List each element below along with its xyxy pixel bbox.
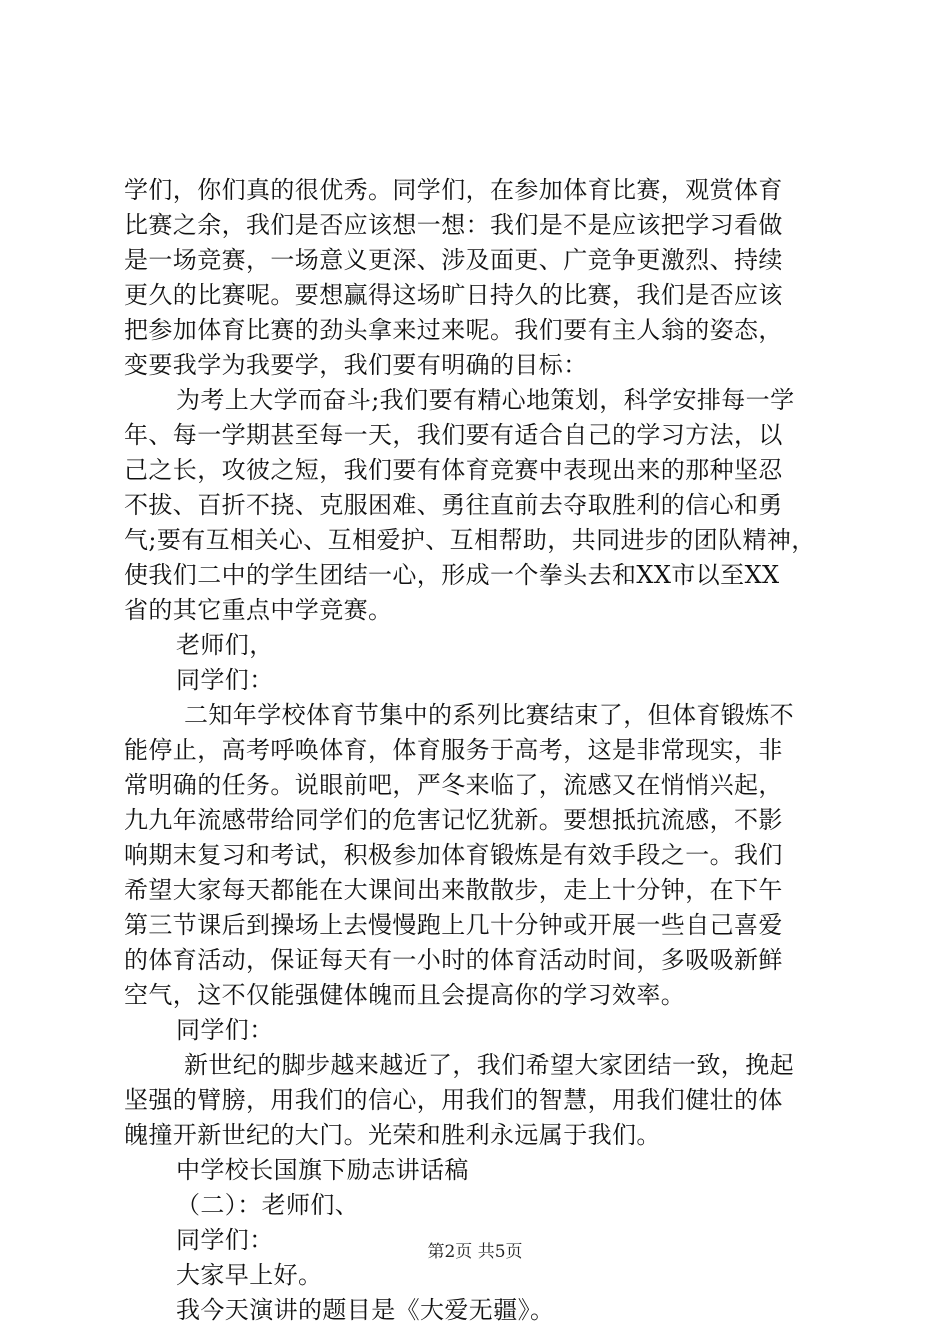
paragraph-line: 为考上大学而奋斗;我们要有精心地策划，科学安排每一学 — [176, 386, 795, 414]
paragraph-line: 二知年学校体育节集中的系列比赛结束了，但体育锻炼不 — [184, 701, 794, 729]
paragraph-line: 空气，这不仅能强健体魄而且会提高你的学习效率。 — [124, 981, 686, 1009]
paragraph-line: 第三节课后到操场上去慢慢跑上几十分钟或开展一些自己喜爱 — [124, 911, 783, 939]
salutation-line: 同学们： — [176, 1016, 274, 1044]
document-body — [124, 173, 836, 1328]
salutation-line: 同学们： — [176, 1226, 274, 1254]
paragraph-line: 魄撞开新世纪的大门。光荣和胜利永远属于我们。 — [124, 1121, 661, 1149]
paragraph-line: 坚强的臂膀，用我们的信心，用我们的智慧，用我们健壮的体 — [124, 1086, 783, 1114]
paragraph-line: 不拔、百折不挠、克服困难、勇往直前去夺取胜利的信心和勇 — [124, 491, 783, 519]
salutation-line: 同学们： — [176, 666, 274, 694]
paragraph-line: 是一场竞赛，一场意义更深、涉及面更、广竞争更激烈、持续 — [124, 246, 783, 274]
section-subtitle: （二）：老师们、 — [176, 1191, 360, 1219]
paragraph-line: 常明确的任务。说眼前吧，严冬来临了，流感又在悄悄兴起， — [124, 771, 783, 799]
paragraph-line: 己之长，攻彼之短，我们要有体育竞赛中表现出来的那种坚忍 — [124, 456, 783, 484]
paragraph-line: 学们，你们真的很优秀。同学们，在参加体育比赛，观赏体育 — [124, 176, 783, 204]
paragraph-line: 省的其它重点中学竞赛。 — [124, 596, 393, 624]
paragraph-line: 更久的比赛呢。要想赢得这场旷日持久的比赛，我们是否应该 — [124, 281, 783, 309]
paragraph-line: 变要我学为我要学，我们要有明确的目标： — [124, 351, 588, 379]
salutation-line: 老师们， — [176, 631, 274, 659]
speech-topic-line: 我今天演讲的题目是《大爱无疆》。 — [176, 1296, 555, 1324]
paragraph-line: 能停止，高考呼唤体育，体育服务于高考，这是非常现实，非 — [124, 736, 783, 764]
paragraph-line: 响期末复习和考试，积极参加体育锻炼是有效手段之一。我们 — [124, 841, 783, 869]
paragraph-line: 气;要有互相关心、互相爱护、互相帮助，共同进步的团队精神， — [124, 526, 816, 554]
page-number-footer: 第2页 共5页 — [427, 1242, 523, 1262]
paragraph-line: 年、每一学期甚至每一天，我们要有适合自己的学习方法，以 — [124, 421, 783, 449]
paragraph-line: 希望大家每天都能在大课间出来散散步，走上十分钟，在下午 — [124, 876, 783, 904]
section-title: 中学校长国旗下励志讲话稿 — [176, 1156, 469, 1184]
paragraph-line: 使我们二中的学生团结一心，形成一个拳头去和XX市以至XX — [124, 561, 780, 589]
paragraph-line: 新世纪的脚步越来越近了，我们希望大家团结一致，挽起 — [184, 1051, 794, 1079]
paragraph-line: 比赛之余，我们是否应该想一想：我们是不是应该把学习看做 — [124, 211, 783, 239]
paragraph-line: 的体育活动，保证每天有一小时的体育活动时间，多吸吸新鲜 — [124, 946, 783, 974]
paragraph-line: 把参加体育比赛的劲头拿来过来呢。我们要有主人翁的姿态， — [124, 316, 783, 344]
greeting-line: 大家早上好。 — [176, 1261, 323, 1289]
paragraph-line: 九九年流感带给同学们的危害记忆犹新。要想抵抗流感，不影 — [124, 806, 783, 834]
